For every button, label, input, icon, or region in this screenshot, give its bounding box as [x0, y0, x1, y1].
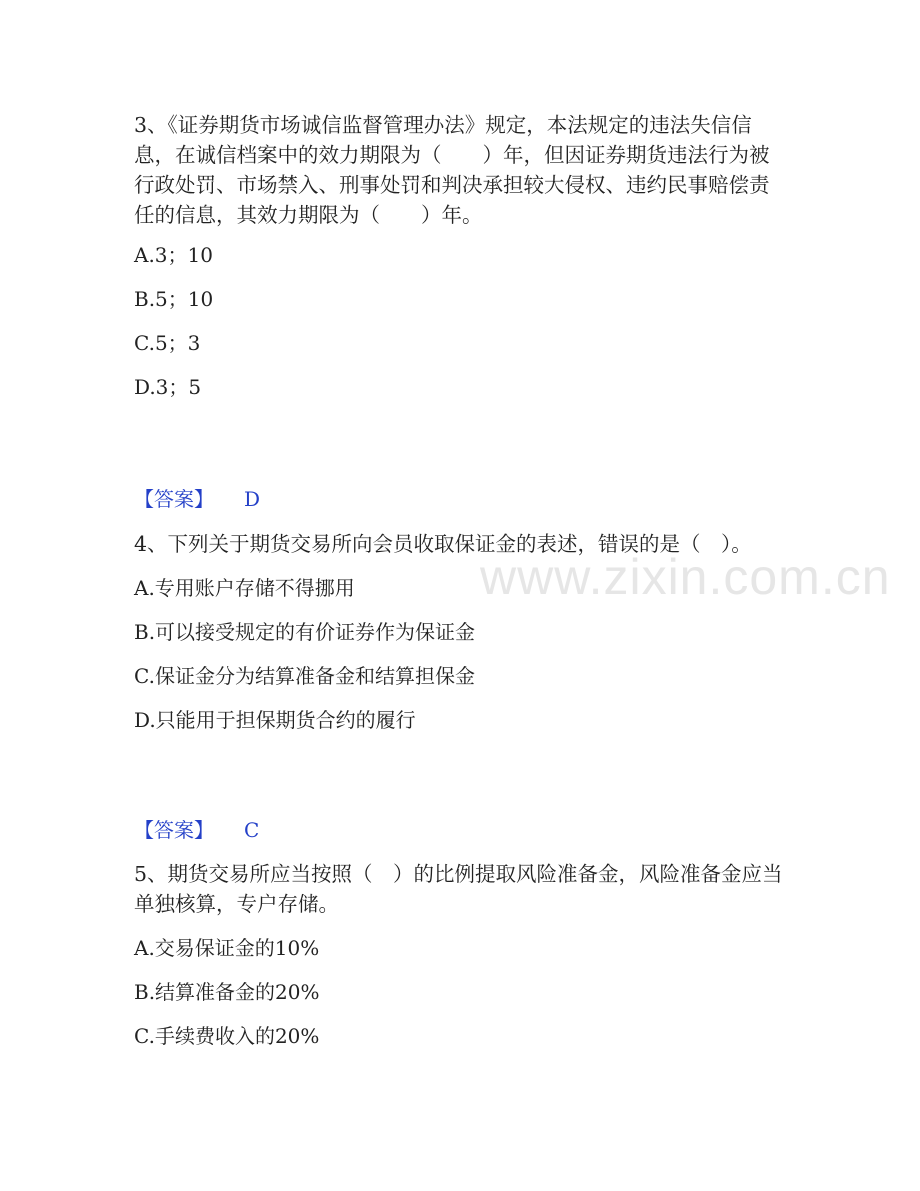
answer-label: 【答案】 [134, 487, 214, 511]
question-4-option-a: A.专用账户存储不得挪用 [134, 576, 355, 600]
question-3-stem: 3、《证券期货市场诚信监督管理办法》规定，本法规定的违法失信信息，在诚信档案中的效力期限为（ ）年，但因证券期货违法行为被行政处罚、市场禁入、刑事处罚和判决承担较大侵权、违约民事赔偿责任的信息，其效力期限为（ ）年。 [134, 113, 770, 227]
question-4-answer [134, 815, 259, 845]
question-3-option-c: C.5；3 [134, 331, 201, 355]
question-5-option-a: A.交易保证金的10% [134, 936, 320, 960]
question-4-option-d: D.只能用于担保期货合约的履行 [134, 708, 416, 732]
question-3-option-d: D.3；5 [134, 375, 202, 399]
answer-key: C [244, 818, 260, 842]
answer-label: 【答案】 [134, 818, 214, 842]
question-5-stem: 5、期货交易所应当按照（ ）的比例提取风险准备金，风险准备金应当单独核算，专户存储。 [134, 862, 783, 916]
question-4-option-b: B.可以接受规定的有价证券作为保证金 [134, 620, 476, 644]
watermark: www.zixin.com.cn [480, 549, 891, 605]
question-5-option-c: C.手续费收入的20% [134, 1024, 320, 1048]
question-3-option-a: A.3；10 [134, 243, 213, 267]
question-4-option-c: C.保证金分为结算准备金和结算担保金 [134, 664, 475, 688]
question-5-option-b: B.结算准备金的20% [134, 980, 320, 1004]
answer-key: D [244, 487, 261, 511]
question-3-option-b: B.5；10 [134, 287, 214, 311]
question-4-stem: 4、下列关于期货交易所向会员收取保证金的表述，错误的是（ ）。 [134, 532, 752, 556]
question-3-answer [134, 484, 260, 514]
